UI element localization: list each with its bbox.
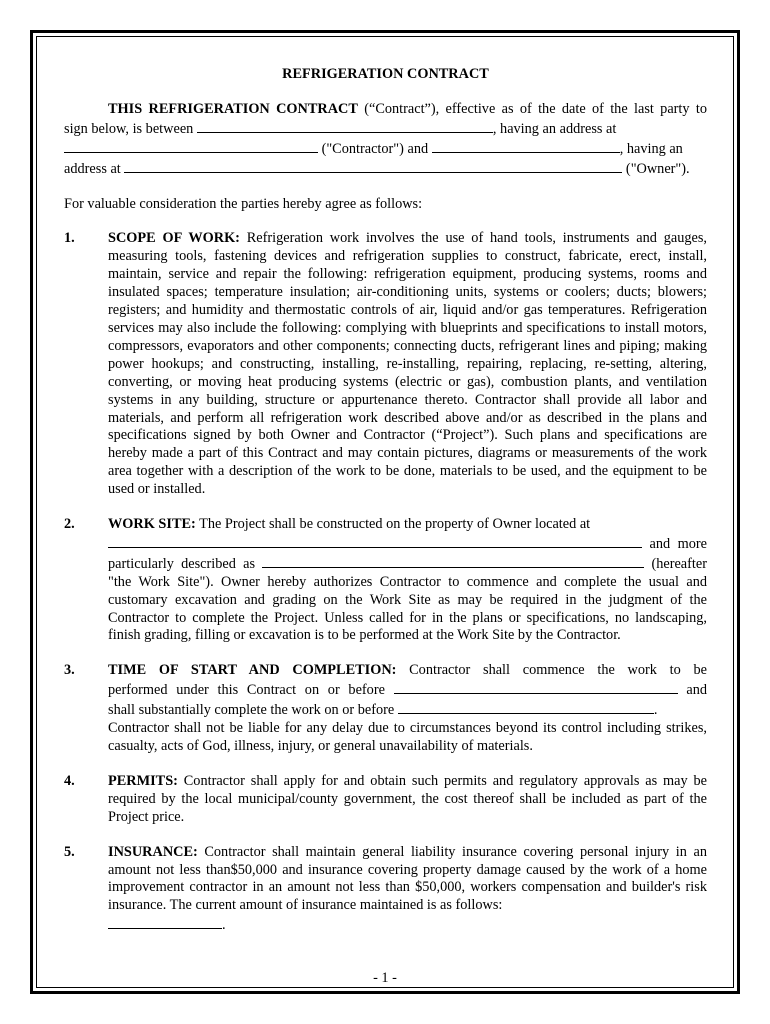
consideration-text: For valuable consideration the parties hereby agree as follows: — [64, 195, 423, 212]
party-name-blank[interactable] — [197, 119, 493, 133]
document-title: REFRIGERATION CONTRACT — [282, 66, 489, 82]
section-insurance: 5. INSURANCE: Contractor shall maintain general liability insurance covering personal injury in an amount not less than$50,000 and insurance covering property damage caused by the work of a home improvement contractor in an amount not less than $50,000, workers compensation and builder's risk insurance. The current amount of insurance maintained is as follows: . — [64, 843, 707, 934]
section-scope-of-work — [64, 230, 707, 499]
section-permits — [64, 773, 707, 827]
section-text: Contractor shall apply for and obtain such permits and regulatory approvals as may be required by the local municipal/county government, the cost thereof shall be included as part of the Project price. — [108, 772, 707, 825]
insurance-amount-blank[interactable] — [108, 915, 222, 929]
owner-address-blank[interactable] — [124, 159, 622, 173]
section-number: 2. — [64, 516, 75, 533]
completion-date-blank[interactable] — [398, 700, 654, 714]
intro-paragraph: THIS REFRIGERATION CONTRACT (“Contract”), effective as of the date of the last party to sign below, is between , having an address at ("Contractor") and , having an address at ("Owner"). — [64, 100, 707, 177]
work-site-location-blank[interactable] — [108, 534, 642, 548]
section-work-site: 2. WORK SITE: The Project shall be constructed on the property of Owner located at and more particularly described as (hereafter "the Work Site"). Owner hereby authorizes Contractor to commence and complete the usual and customary excavation and grading on the Work Site as may be required in the judgment of the Contractor to complete the Project. Unless called for in the plans or specifications, no landscaping, finish grading, filling or excavation is to be performed at the Work Site by the Contractor. — [64, 516, 707, 644]
section-text: Refrigeration work involves the use of hand tools, instruments and gauges, measuring tools, fastening devices and refrigeration supplies to construct, fabricate, erect, install, maintain, service and repair the following: refrigeration equipment, producing systems, rooms and insulated spaces; temperature insulation; air-conditioning units, systems or coolers; ducts; blowers; registers; and humidity and thermostatic controls of air, liquid and/or gas temperatures. Refrigeration services may also include the following: complying with blueprints and specifications to install motors, compressors, evaporators and other components; connecting ducts, refrigerant lines and piping; making power hookups; and constructing, installing, re-installing, repairing, replacing, re-setting, altering, converting, or moving heat producing systems (electric or gas), combustion plants, and ventilation systems in any building, structure or appurtenance thereto. Contractor shall provide all labor and materials, and perform all refrigeration work described above and/or as described in the plans and specifications signed by both Owner and Contractor (“Project”). Such plans and specifications are hereby made a part of this Contract and may contain pictures, diagrams or measurements of the work area together with a description of the work to be done, materials to be used, and the equipment to be used or installed. — [108, 230, 707, 498]
section-text: Contractor shall maintain general liability insurance covering personal injury in an amount not less than$50,000 and insurance covering property damage caused by the work of a home improvement contractor in an amount not less than $50,000, workers compensation and builder's risk insurance. The current amount of insurance maintained is as follows: — [108, 843, 707, 914]
section-heading: SCOPE OF WORK: — [108, 230, 240, 247]
work-site-description-blank[interactable] — [262, 554, 644, 568]
section-heading: INSURANCE: — [108, 843, 198, 860]
intro-lead: THIS REFRIGERATION CONTRACT — [108, 100, 358, 117]
owner-name-blank[interactable] — [432, 139, 620, 153]
section-heading: WORK SITE: — [108, 516, 196, 533]
section-heading: PERMITS: — [108, 772, 178, 789]
section-number: 1. — [64, 230, 75, 247]
contract-page — [64, 66, 707, 935]
section-number: 3. — [64, 662, 75, 679]
section-number: 5. — [64, 843, 75, 860]
section-time-of-start: 3. TIME OF START AND COMPLETION: Contractor shall commence the work to be performed under this Contract on or before and shall substantially complete the work on or before . Contractor shall not be liable for any delay due to circumstances beyond its control including strikes, casualty, acts of God, illness, injury, or general unavailability of materials. — [64, 662, 708, 754]
page-number: - 1 - — [373, 970, 397, 986]
section-number: 4. — [64, 772, 75, 789]
start-date-blank[interactable] — [394, 680, 678, 694]
section-heading: TIME OF START AND COMPLETION: — [108, 662, 397, 679]
contractor-address-blank[interactable] — [64, 139, 318, 153]
